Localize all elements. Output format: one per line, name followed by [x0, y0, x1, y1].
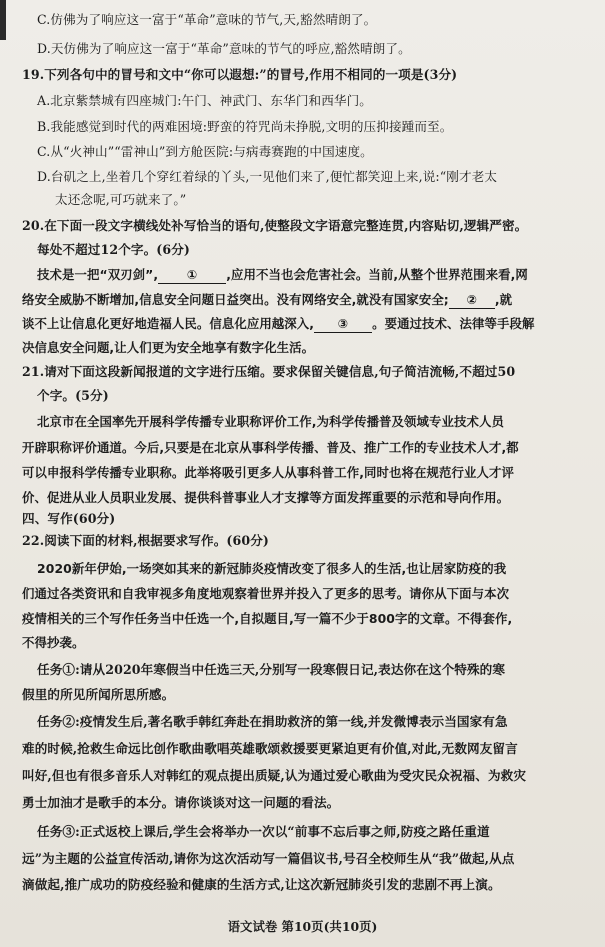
task3-line1: 任务③:正式返校上课后,学生会将举办一次以“前事不忘后事之师,防疫之路任重道 — [37, 824, 490, 839]
q21-stem-line2: 个字。(5分) — [37, 388, 109, 403]
q20-passage-line4: 决信息安全问题,让人们更为安全地享有数字化生活。 — [22, 340, 315, 355]
q22-material-line3: 疫情相关的三个写作任务当中任选一个,自拟题目,写一篇不少于800字的文章。不得套作, — [22, 611, 513, 626]
q22-material-line1: 2020新年伊始,一场突如其来的新冠肺炎疫情改变了很多人的生活,也让居家防疫的我 — [37, 561, 507, 576]
q19-option-a: A.北京紫禁城有四座城门:午门、神武门、东华门和西华门。 — [37, 93, 372, 108]
q21-news-line3: 可以申报科学传播专业职称。此举将吸引更多人从事科普工作,同时也将在规范行业人才评 — [22, 465, 514, 480]
q21-stem-line1: 21.请对下面这段新闻报道的文字进行压缩。要求保留关键信息,句子简洁流畅,不超过50 — [22, 364, 516, 379]
task2-line3: 叫好,但也有很多音乐人对韩红的观点提出质疑,认为通过爱心歌曲为受灾民众祝福、为救灾 — [22, 768, 527, 783]
q21-news-line2: 开辟职称评价通道。今后,只要是在北京从事科学传播、普及、推广工作的专业技术人才,都 — [22, 440, 519, 455]
answer-blank-2: ② — [449, 292, 495, 309]
answer-blank-3: ③ — [314, 316, 372, 333]
q22-material-line2: 们通过各类资讯和自我审视多角度地观察着世界并投入了更多的思考。请你从下面与本次 — [22, 586, 510, 601]
q20-stem-line1: 20.在下面一段文字横线处补写恰当的语句,使整段文字语意完整连贯,内容贴切,逻辑严密。 — [22, 218, 528, 233]
q20-passage-line3: 谈不上让信息化更好地造福人民。信息化应用越深入, ③ 。要通过技术、法律等手段解 — [22, 316, 535, 331]
page-footer: 语文试卷 第10页(共10页) — [227, 919, 378, 934]
q19-stem: 19.下列各句中的冒号和文中“你可以遐想:”的冒号,作用不相同的一项是(3分) — [22, 67, 458, 82]
task3-line2: 远”为主题的公益宣传活动,请你为这次活动写一篇倡议书,号召全校师生从“我”做起,从点 — [22, 851, 515, 866]
q21-news-line1: 北京市在全国率先开展科学传播专业职称评价工作,为科学传播普及领域专业技术人员 — [37, 414, 504, 429]
q19-option-b: B.我能感觉到时代的两难困境:野蛮的符咒尚未挣脱,文明的压抑接踵而至。 — [37, 119, 453, 134]
task1-line2: 假里的所见所闻所思所感。 — [22, 687, 175, 702]
q18-option-d: D.天仿佛为了响应这一富于“革命”意味的节气的呼应,豁然晴朗了。 — [37, 41, 411, 56]
q22-stem: 22.阅读下面的材料,根据要求写作。(60分) — [22, 533, 269, 548]
q20-passage-line1: 技术是一把“双刃剑”, ① ,应用不当也会危害社会。当前,从整个世界范围来看,网 — [37, 267, 528, 282]
q19-option-c: C.从“火神山”“雷神山”到方舱医院:与病毒赛跑的中国速度。 — [37, 144, 373, 159]
task2-line1: 任务②:疫情发生后,著名歌手韩红奔赴在捐助救济的第一线,并发微博表示当国家有急 — [37, 714, 508, 729]
task3-line3: 滴做起,推广成功的防疫经验和健康的生活方式,让这次新冠肺炎引发的悲剧不再上演。 — [22, 877, 501, 892]
task2-line4: 勇士加油才是歌手的本分。请你谈谈对这一问题的看法。 — [22, 795, 340, 810]
task2-line2: 难的时候,抢救生命远比创作歌曲歌唱英雄歌颂救援要更紧迫更有价值,对此,无数网友留言 — [22, 741, 518, 756]
q20-stem-line2: 每处不超过12个字。(6分) — [37, 242, 190, 257]
q22-material-line4: 不得抄袭。 — [22, 635, 85, 650]
section-writing-heading: 四、写作(60分) — [22, 511, 116, 526]
q19-option-d-line1: D.台矶之上,坐着几个穿红着绿的丫头,一见他们来了,便忙都笑迎上来,说:“刚才老太 — [37, 169, 498, 184]
q19-option-d-line2: 太还念呢,可巧就来了。” — [55, 192, 187, 207]
task1-line1: 任务①:请从2020年寒假当中任选三天,分别写一段寒假日记,表达你在这个特殊的寒 — [37, 662, 506, 677]
q20-passage-line2: 络安全威胁不断增加,信息安全问题日益突出。没有网络安全,就没有国家安全; ② ,就 — [22, 292, 513, 307]
q21-news-line4: 价、促进从业人员职业发展、提供科普事业人才支撑等方面发挥重要的示范和导向作用。 — [22, 490, 510, 505]
page-edge-mark — [0, 0, 6, 40]
q18-option-c: C.仿佛为了响应这一富于“革命”意味的节气,天,豁然晴朗了。 — [37, 12, 377, 27]
answer-blank-1: ① — [158, 267, 226, 284]
